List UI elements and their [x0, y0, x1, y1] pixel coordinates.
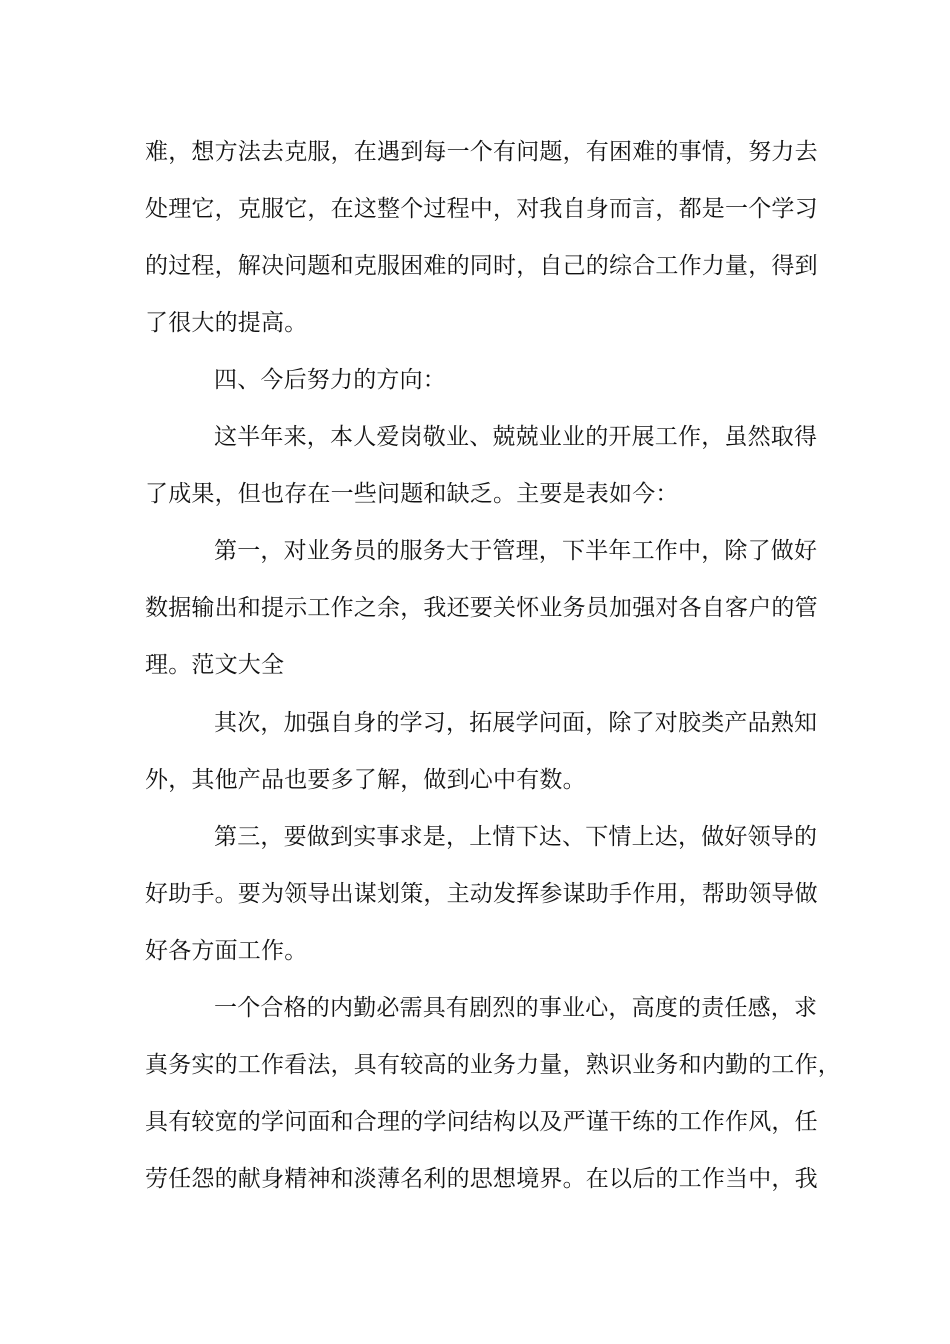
text-line: 好各方面工作。 [145, 938, 308, 964]
text-line: 第三，要做到实事求是，上情下达、下情上达，做好领导的 [214, 824, 818, 850]
text-line: 处理它，克服它，在这整个过程中，对我自身而言，都是一个学习 [145, 196, 818, 222]
text-line: 了成果，但也存在一些问题和缺乏。主要是表如今： [145, 481, 679, 507]
text-line: 其次，加强自身的学习，拓展学问面，除了对胶类产品熟知 [214, 710, 818, 736]
text-line: 真务实的工作看法，具有较高的业务力量，熟识业务和内勤的工作， [145, 1052, 841, 1078]
text-line: 这半年来，本人爱岗敬业、兢兢业业的开展工作，虽然取得 [214, 424, 818, 450]
text-line: 外，其他产品也要多了解，做到心中有数。 [145, 767, 586, 793]
text-line: 了很大的提高。 [145, 310, 308, 336]
section-heading: 四、今后努力的方向： [214, 367, 446, 393]
text-line: 数据输出和提示工作之余，我还要关怀业务员加强对各自客户的管 [145, 595, 818, 621]
text-line: 具有较宽的学问面和合理的学问结构以及严谨干练的工作作风，任 [145, 1109, 818, 1135]
text-line: 难，想方法去克服，在遇到每一个有问题，有困难的事情，努力去 [145, 139, 818, 165]
text-line: 一个合格的内勤必需具有剧烈的事业心，高度的责任感，求 [214, 995, 818, 1021]
text-line: 第一，对业务员的服务大于管理，下半年工作中，除了做好 [214, 538, 818, 564]
text-line: 的过程，解决问题和克服困难的同时，自己的综合工作力量，得到 [145, 253, 818, 279]
text-line: 理。范文大全 [145, 652, 285, 678]
text-line: 劳任怨的献身精神和淡薄名利的思想境界。在以后的工作当中，我 [145, 1166, 818, 1192]
text-line: 好助手。要为领导出谋划策，主动发挥参谋助手作用，帮助领导做 [145, 881, 818, 907]
